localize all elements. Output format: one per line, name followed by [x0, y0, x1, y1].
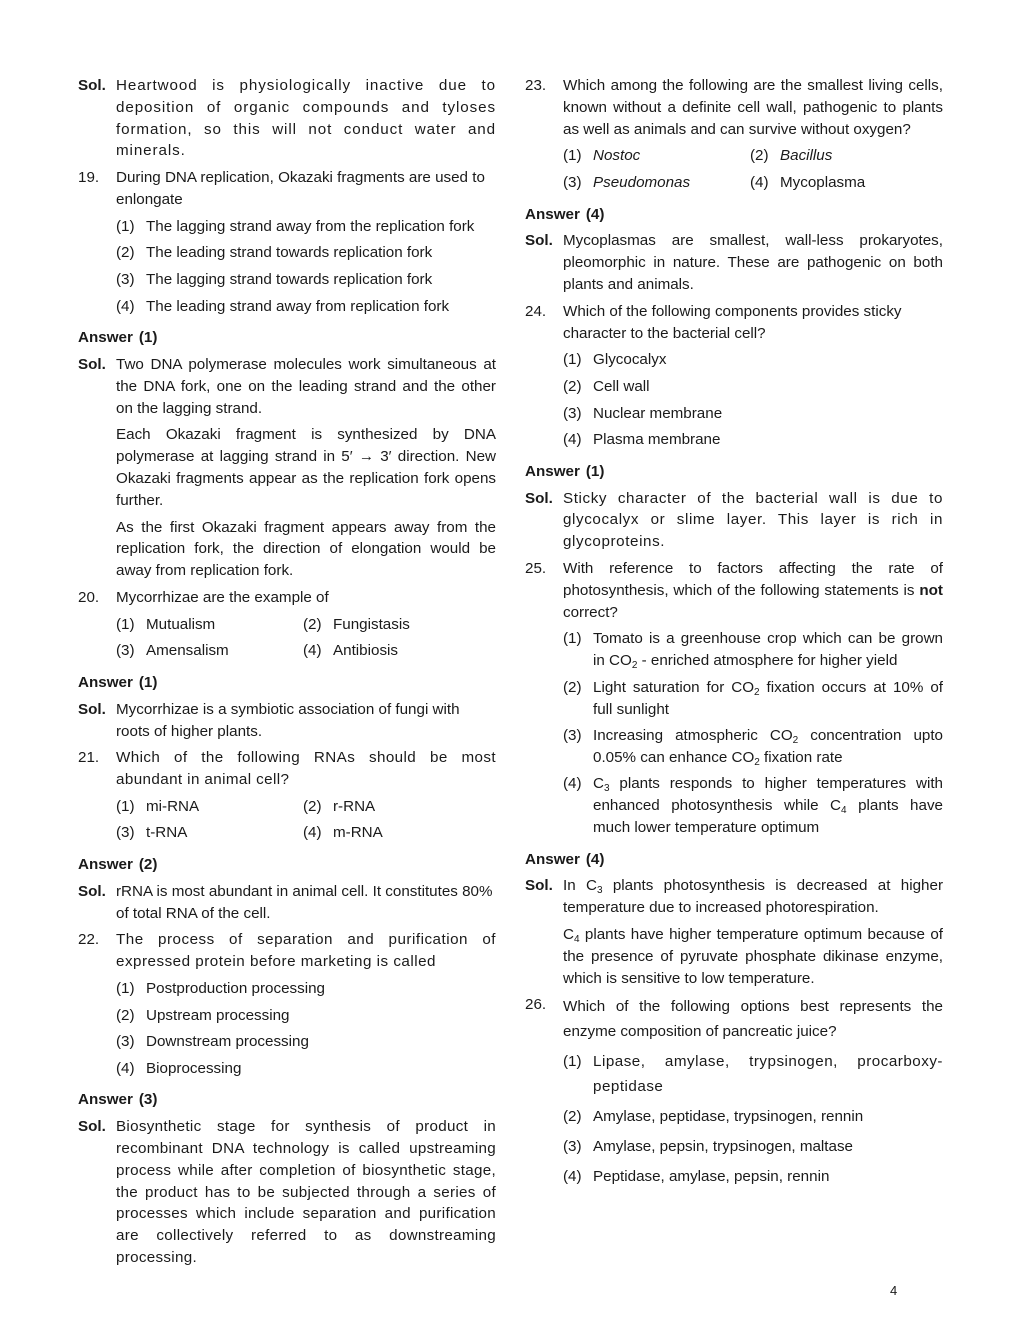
option-3: (3) Amylase, pepsin, trypsinogen, maltase	[563, 1138, 854, 1156]
question-22	[78, 929, 496, 1084]
option-1: (1) Nostoc	[563, 147, 641, 165]
option-4: (4) Bioprocessing	[116, 1059, 242, 1077]
solution-text: Biosynthetic stage for synthesis of product in recombinant DNA technology is called upstreaming process while after completion of biosynthetic stage, the product has to be subjected through a series of processes which include separation and purification are collectively referred to as downstreaming processing.	[116, 1118, 496, 1267]
sol-label: Sol.	[78, 700, 106, 718]
option-1: (1) Tomato is a greenhouse crop which can be grown in $CO_2$ - enriched atmosphere for higher yield	[563, 630, 943, 672]
option-2: (2) Bacillus	[750, 147, 833, 165]
solution-22	[78, 1116, 496, 1269]
sol-label: Sol.	[525, 877, 553, 895]
solution-text: Sticky character of the bacterial wall is due to glycocalyx or slime layer. This layer is rich in glycoproteins.	[563, 489, 943, 551]
question-text: Which of the following RNAs should be most abundant in animal cell?	[116, 749, 496, 789]
page-number: 4	[890, 1283, 898, 1298]
option-2: (2) Upstream processing	[116, 1006, 290, 1024]
question-number: 23.	[525, 77, 547, 94]
solution-text: rRNA is most abundant in animal cell. It constitutes 80% of total RNA of the cell.	[116, 882, 493, 922]
question-23	[525, 75, 943, 199]
option-4: (4) Mycoplasma	[750, 173, 866, 191]
option-4: (4) Plasma membrane	[563, 431, 721, 449]
option-3: (3) Increasing atmospheric $CO_2$ concentration upto 0.05% can enhance $CO_2$ fixation rate	[563, 727, 944, 768]
answer-22: Answer (3)	[78, 1091, 158, 1109]
solution-19	[78, 354, 496, 582]
option-4: (4) Peptidase, amylase, pepsin, rennin	[563, 1167, 830, 1185]
option-3: (3) t-RNA	[116, 824, 188, 842]
option-2: (2) Amylase, peptidase, trypsinogen, rennin	[563, 1108, 864, 1126]
option-4: (4) $C_3$ plants responds to higher temperatures with enhanced photosynthesis while $C_4$ plants have much lower temperature optimum	[563, 775, 943, 837]
option-1: (1) The lagging strand away from the replication fork	[116, 217, 475, 235]
question-text: The process of separation and purification of expressed protein before marketing is called	[116, 931, 496, 971]
question-20	[78, 587, 496, 667]
question-number: 20.	[78, 588, 100, 606]
left-column	[78, 75, 496, 1274]
solution-text: Heartwood is physiologically inactive due to deposition of organic compounds and tyloses formation, so this will not conduct water and minerals.	[116, 77, 496, 160]
question-number: 22.	[78, 931, 100, 949]
question-number: 24.	[525, 302, 547, 320]
answer-23: Answer (4)	[525, 205, 605, 223]
sol-label: Sol.	[525, 232, 553, 250]
option-4: (4) The leading strand away from replication fork	[116, 297, 450, 315]
question-19	[78, 167, 496, 322]
question-number: 26.	[525, 996, 547, 1014]
solution-paragraph: Two DNA polymerase molecules work simultaneous at the DNA fork, one on the leading strand and the other on the lagging strand.	[116, 355, 496, 417]
option-1: (1) Lipase, amylase, trypsinogen, procarboxy-peptidase	[563, 1053, 943, 1096]
solution-paragraph: As the first Okazaki fragment appears away from the replication fork, the direction of elongation would be away from replication fork.	[116, 518, 496, 580]
solution-paragraph: In $C_3$ plants photosynthesis is decreased at higher temperature due to increased photorespiration.	[563, 877, 944, 917]
option-1: (1) mi-RNA	[116, 797, 200, 815]
question-number: 19.	[78, 169, 100, 187]
option-4: (4) m-RNA	[303, 824, 383, 842]
solution-text: Mycorrhizae is a symbiotic association of fungi with roots of higher plants.	[116, 700, 460, 740]
option-1: (1) Postproduction processing	[116, 980, 325, 998]
right-column	[525, 75, 943, 1199]
solution-23	[525, 230, 943, 295]
option-2: (2) r-RNA	[303, 797, 376, 815]
solution-20	[78, 699, 496, 743]
option-1: (1) Mutualism	[116, 615, 216, 633]
option-2: (2) The leading strand towards replication fork	[116, 244, 433, 262]
solution-18	[78, 75, 496, 162]
option-2: (2) Fungistasis	[303, 615, 410, 633]
sol-label: Sol.	[525, 489, 553, 507]
question-text: Mycorrhizae are the example of	[116, 588, 329, 606]
sol-label: Sol.	[78, 77, 106, 94]
solution-24	[525, 488, 943, 553]
question-25	[525, 558, 943, 844]
question-text: With reference to factors affecting the rate of photosynthesis, which of the following statements is not correct?	[563, 559, 943, 621]
sol-label: Sol.	[78, 355, 106, 373]
answer-19: Answer (1)	[78, 329, 158, 347]
option-3: (3) Amensalism	[116, 642, 229, 660]
question-number: 25.	[525, 559, 547, 577]
answer-20: Answer (1)	[78, 673, 158, 691]
option-3: (3) The lagging strand towards replication fork	[116, 270, 433, 288]
option-2: (2) Cell wall	[563, 377, 650, 395]
question-24	[525, 301, 943, 456]
solution-paragraph: Each Okazaki fragment is synthesized by DNA polymerase at lagging strand in 5′ → 3′ direction. New Okazaki fragments appear as the replication fork opens further.	[116, 426, 496, 509]
option-3: (3) Nuclear membrane	[563, 404, 723, 422]
solution-text: Mycoplasmas are smallest, wall-less prokaryotes, pleomorphic in nature. These are pathogenic on both plants and animals.	[563, 232, 943, 293]
question-21	[78, 747, 496, 849]
answer-25: Answer (4)	[525, 850, 605, 868]
solution-21	[78, 881, 496, 925]
question-26	[525, 994, 943, 1193]
question-text: Which of the following options best represents the enzyme composition of pancreatic juice?	[563, 998, 943, 1041]
solution-paragraph: $C_4$ plants have higher temperature optimum because of the presence of pyruvate phosphate dikinase enzyme, which is sensitive to low temperature.	[563, 926, 943, 987]
answer-24: Answer (1)	[525, 462, 605, 480]
question-text: During DNA replication, Okazaki fragments are used to enlongate	[116, 169, 485, 208]
option-3: (3) Downstream processing	[116, 1033, 309, 1051]
question-text: Which among the following are the smallest living cells, known without a definite cell wall, pathogenic to plants as well as animals and can survive without oxygen?	[563, 77, 943, 138]
solution-25	[525, 875, 943, 989]
option-3: (3) Pseudomonas	[563, 173, 691, 191]
option-4: (4) Antibiosis	[303, 642, 398, 660]
emphasis-not: not	[919, 581, 943, 599]
question-number: 21.	[78, 749, 100, 767]
question-text: Which of the following components provides sticky character to the bacterial cell?	[563, 302, 902, 342]
option-2: (2) Light saturation for $CO_2$ fixation occurs at 10% of full sunlight	[563, 678, 943, 718]
sol-label: Sol.	[78, 882, 106, 900]
option-1: (1) Glycocalyx	[563, 351, 667, 369]
sol-label: Sol.	[78, 1118, 106, 1136]
answer-21: Answer (2)	[78, 856, 158, 874]
